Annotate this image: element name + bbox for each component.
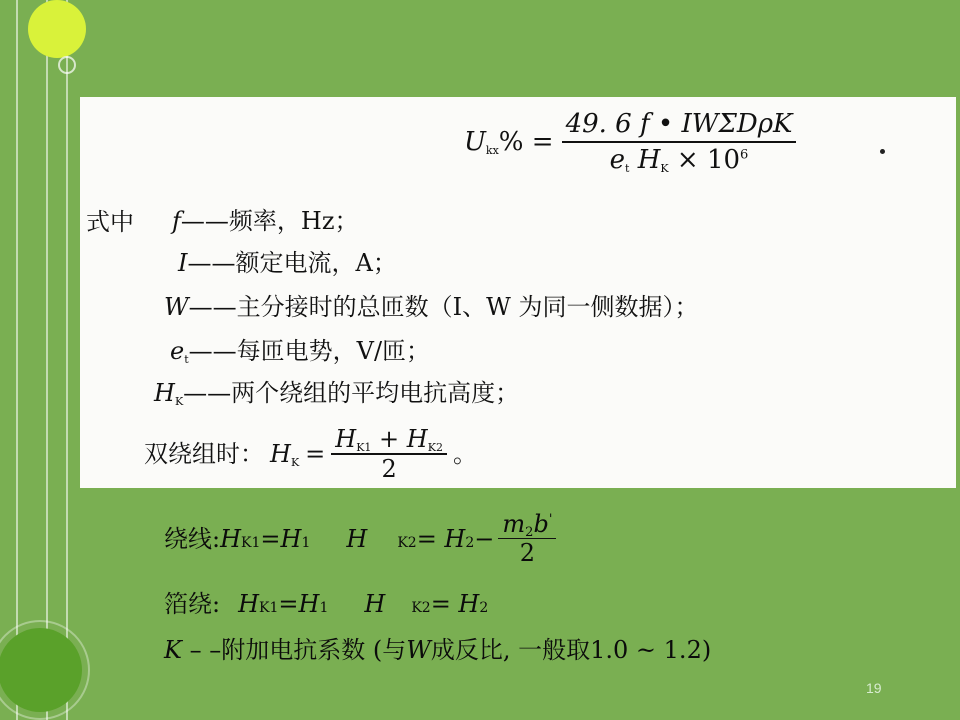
- scan-dot: [880, 149, 885, 154]
- double-winding-fraction: $\frac{HK1 + HK2}{2}$: [331, 427, 447, 481]
- decorative-ring-small: [58, 56, 76, 74]
- scanned-formula-panel: [80, 97, 956, 488]
- decorative-circle-top: [28, 0, 86, 58]
- k-coefficient-line: K – –附加电抗系数 (与W成反比, 一般取1.0 ~ 1.2): [164, 636, 712, 664]
- def-row-f: f——频率，Hz；: [172, 207, 359, 235]
- double-winding-formula: 双绕组时： HK = $\frac{HK1 + HK2}{2}$ 。: [144, 425, 477, 483]
- winding-wire-formula: 绕线 : H K1 =H 1 H K2 = H 2 − $\frac{m2b'}{2}$: [164, 512, 556, 565]
- winding-wire-fraction: $\frac{m2b'}{2}$: [498, 512, 556, 565]
- formula-numerator: 49. 6 f • IWΣDρK: [565, 109, 793, 139]
- def-row-w: W——主分接时的总匝数（I、W 为同一侧数据）；: [164, 293, 699, 321]
- decorative-circle-bottom: [0, 628, 82, 712]
- foil-wire-formula: 箔绕 : H K1 =H 1 H K2 = H 2: [164, 590, 489, 618]
- decorative-line-1: [16, 0, 18, 720]
- decorative-line-3: [66, 0, 68, 720]
- def-row-hk: HK——两个绕组的平均电抗高度；: [154, 379, 520, 408]
- impedance-voltage-formula: [464, 109, 796, 175]
- def-row-i: I——额定电流，A；: [178, 249, 397, 277]
- page-number: 19: [866, 680, 882, 696]
- decorative-line-2: [46, 0, 48, 720]
- where-label: 式中: [86, 208, 134, 236]
- formula-fraction: [562, 109, 797, 175]
- formula-denominator: et HK × $10^6$: [609, 145, 749, 175]
- def-row-et: et——每匝电势，V/匝；: [170, 337, 431, 366]
- formula-lhs: Ukx% =: [464, 127, 554, 157]
